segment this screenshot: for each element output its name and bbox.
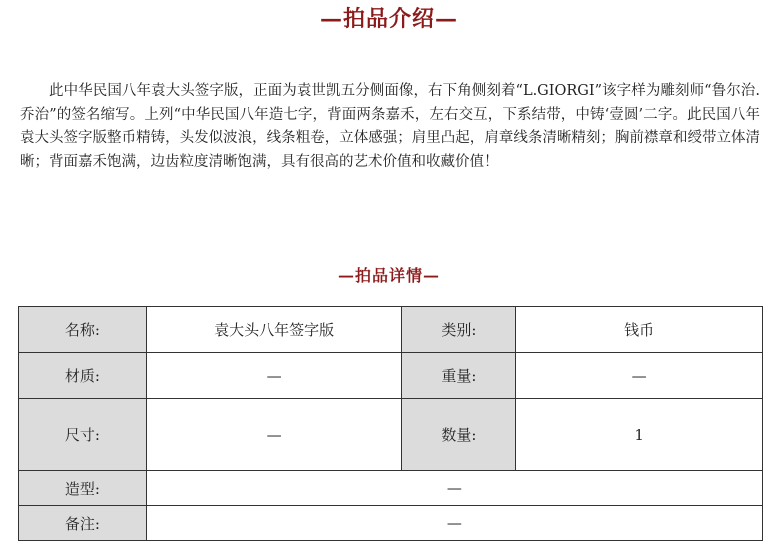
shape-label: 造型: (19, 471, 147, 506)
weight-label: 重量: (402, 353, 516, 399)
shape-value: — (146, 471, 762, 506)
quantity-value: 1 (516, 399, 763, 471)
category-value: 钱币 (516, 307, 763, 353)
name-label: 名称: (19, 307, 147, 353)
table-row (19, 353, 763, 399)
table-row (19, 506, 763, 541)
details-title: —拍品详情— (337, 266, 440, 285)
details-table (18, 306, 763, 541)
category-label: 类别: (402, 307, 516, 353)
note-label: 备注: (19, 506, 147, 541)
table-row (19, 399, 763, 471)
table-row (19, 307, 763, 353)
material-label: 材质: (19, 353, 147, 399)
size-label: 尺寸: (19, 399, 147, 471)
weight-value: — (516, 353, 763, 399)
size-value: — (146, 399, 402, 471)
quantity-label: 数量: (402, 399, 516, 471)
intro-description: 此中华民国八年袁大头签字版，正面为袁世凯五分侧面像，右下角侧刻着“L.GIORGI”该字样为雕刻师“鲁尔治.乔治”的签名缩写。上列“中华民国八年造七字，背面两条嘉禾，左右交互，下系结带，中铸‘壹圆’二字。此民国八年袁大头签字版整币精铸，头发似波浪，线条粗卷，立体感强；肩里凸起，肩章线条清晰精刻；胸前襟章和绶带立体清晰；背面嘉禾饱满，边齿粒度清晰饱满，具有很高的艺术价值和收藏价值！ (20, 83, 760, 170)
name-value: 袁大头八年签字版 (146, 307, 402, 353)
table-row (19, 471, 763, 506)
intro-title: —拍品介绍— (319, 6, 458, 32)
note-value: — (146, 506, 762, 541)
material-value: — (146, 353, 402, 399)
